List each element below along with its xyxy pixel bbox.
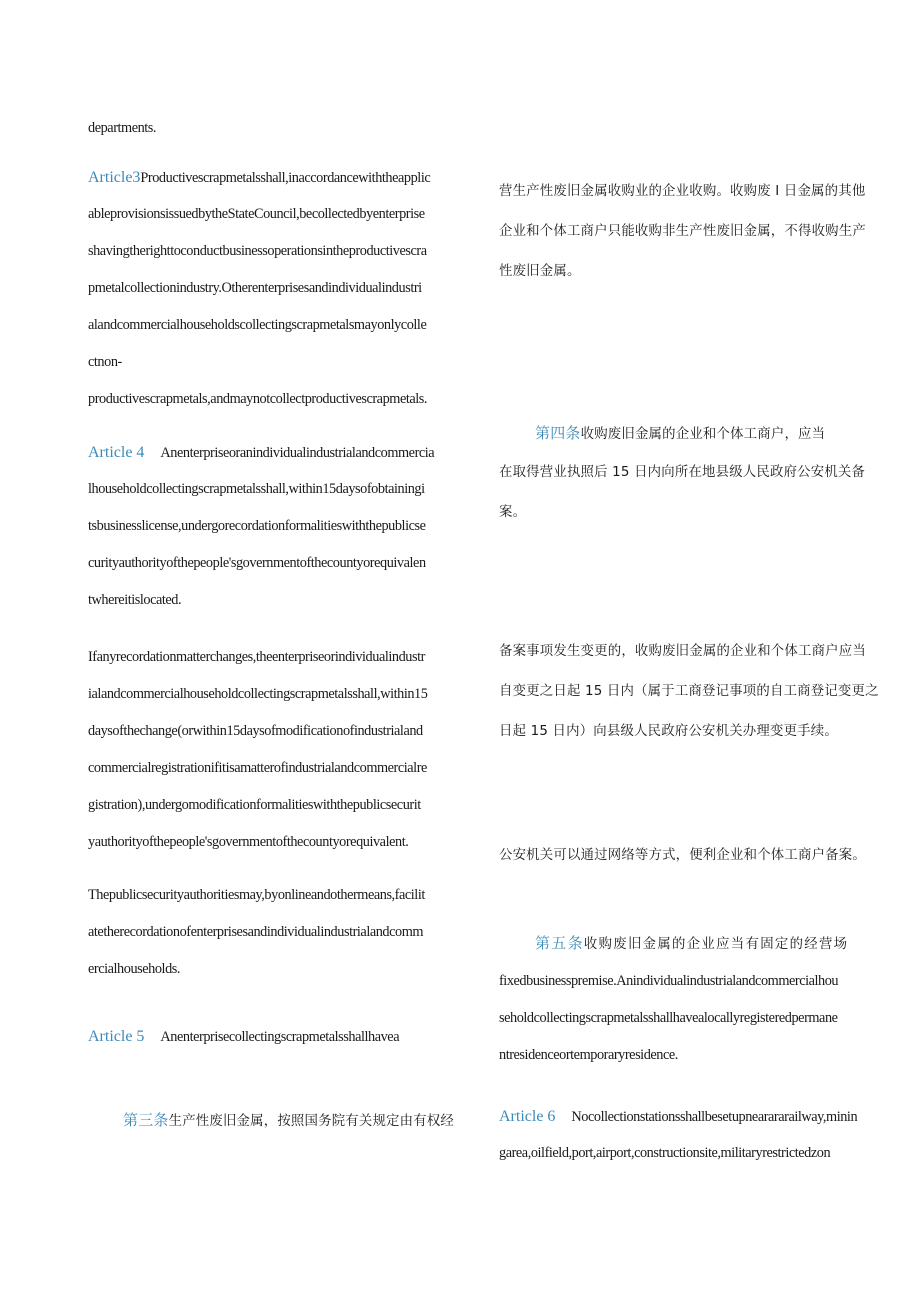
departments-line: departments. <box>88 120 157 136</box>
article5-label: Article 5 <box>88 1028 145 1045</box>
recordation-change-zh: 备案事项发生变更的，收购废旧金属的企业和个体工商户应当 自变更之日起 15 日内（属于工商登记事项的自工商登记变更之 日起 15 日内）向县级人民政府公安机关办理变更手续。 <box>499 644 879 739</box>
article3-zh-continued: 营生产性废旧金属收购业的企业收购。收购废 I 日金属的其他 企业和个体工商户只能收购非生产性废旧金属，不得收购生产 性废旧金属。 <box>499 184 866 279</box>
article4-en: Article 4 Anenterpriseoranindividualindustrialandcommercia lhouseholdcollectingscrapmetalsshall,within15daysofobtainingi tsbusinesslicense,undergorecordationformalitieswiththepublicse curityauthorityofthepeople'sgovernmentofthecountyorequivalen twhereitislocated. <box>88 434 434 619</box>
article6-en: Article 6 Nocollectionstationsshallbesetupnearararailway,minin garea,oilfield,port,airport,constructionsite,militaryrestrictedzon <box>499 1098 857 1172</box>
zh-article3-label: 第三条 <box>123 1111 169 1129</box>
recordation-change-en: Ifanyrecordationmatterchanges,theenterpriseorindividualindustr ialandcommercialhouseholdcollectingscrapmetalsshall,within15 daysofthechange(orwithin15daysofmodificationofindustrialand commercialregistrationifitisamatterofindustrialandcommercialre gistration),undergomodificationformalitieswiththepublicsecurit yauthorityofthepeople'sgovernmentofthecountyorequivalent. <box>88 649 428 850</box>
article6-label: Article 6 <box>499 1108 556 1125</box>
article4-label: Article 4 <box>88 444 145 461</box>
article5-en <box>88 1018 399 1055</box>
zh-article5-label: 第五条 <box>535 934 584 952</box>
online-recordation-zh: 公安机关可以通过网络等方式，便利企业和个体工商户备案。 <box>499 848 866 863</box>
article3-label: Article3 <box>88 169 141 186</box>
article3-first-line: Article3Productivescrapmetalsshall,inaccordancewiththeapplic <box>88 169 431 186</box>
article6-first-line: Article 6 Nocollectionstationsshallbesetupnearararailway,minin <box>499 1108 858 1125</box>
article3-zh: 第三条生产性废旧金属，按照国务院有关规定由有权经 <box>123 1111 455 1129</box>
zh-article4-label: 第四条 <box>535 424 581 442</box>
online-recordation-en: Thepublicsecurityauthoritiesmay,byonlineandothermeans,facilit atetherecordationofenterprisesandindividualindustrialandcomm ercialhouseholds. <box>88 887 425 977</box>
article5-zh: 第五条收购废旧金属的企业应当有固定的经营场 <box>535 934 849 952</box>
article4-first-line: Article 4 Anenterpriseoranindividualindustrialandcommercia <box>88 444 435 461</box>
article3-en: Article3Productivescrapmetalsshall,inaccordancewiththeapplic ableprovisionsissuedbytheStateCouncil,becollectedbyenterprise shavingtherighttoconductbusinessoperationsintheproductivescra pmetalcollectionindustry.Otherenterprisesandindividualindustri alandcommercialhouseholdscollectingscrapmetalsmayonlycolle ctnon- productivescrapmetals,andmaynotcollectproductivescrapmetals. <box>88 159 430 418</box>
article5-first-line: Article 5 Anenterprisecollectingscrapmetalsshallhavea <box>88 1028 400 1045</box>
article4-zh: 第四条收购废旧金属的企业和个体工商户，应当 在取得营业执照后 15 日内向所在地县级人民政府公安机关备 案。 <box>499 424 866 520</box>
article5-en-continued: fixedbusinesspremise.Anindividualindustrialandcommercialhou seholdcollectingscrapmetalsshallhavealocallyregisteredpermane ntresidenceortemporaryresidence. <box>499 973 839 1063</box>
